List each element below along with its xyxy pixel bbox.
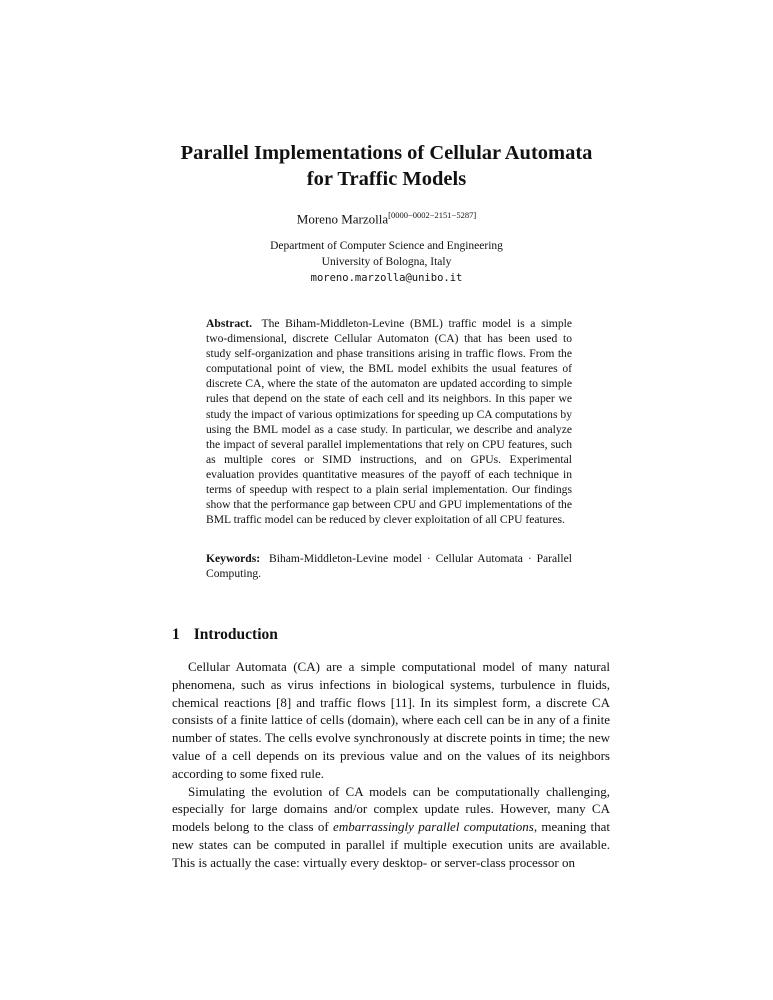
keywords-label: Keywords: (206, 552, 261, 565)
author-orcid: [0000−0002−2151−5287] (388, 210, 477, 220)
paragraph-1: Cellular Automata (CA) are a simple computational model of many natural phenomena, such as virus infections in biological systems, turbulence in fluids, chemical reactions [8] and traffic flows [11]. In its simplest form, a discrete CA consists of a finite lattice of cells (domain), where each cell can be in any of a finite number of states. The cells evolve synchronously at discrete points in time; the new value of a cell depends on its previous value and on the values of its neighbors according to some fixed rule. (172, 659, 610, 781)
body-text (172, 658, 610, 872)
affiliation-university: University of Bologna, Italy (321, 256, 452, 268)
paragraph-2-emphasis: embarrassingly parallel computations (333, 819, 534, 835)
section-number: 1 (172, 626, 180, 643)
abstract-text: The Biham-Middleton-Levine (BML) traffic model is a simple two-dimensional, discrete Cellular Automaton (CA) that has been used to study self-organization and phase transitions arising in traffic flows. From the computational point of view, the BML model exhibits the usual features of discrete CA, where the state of the automaton are updated according to simple rules that depend on the state of each cell and its neighbors. In this paper we study the impact of various optimizations for speeding up CA computations by using the BML model as a case study. In particular, we describe and analyze the impact of several parallel implementations that rely on CPU features, such as multiple cores or SIMD instructions, and on GPUs. Experimental evaluation provides quantitative measures of the payoff of each technique in terms of speedup with respect to a plain serial implementation. Our findings show that the performance gap between CPU and GPU implementations of the BML traffic model can be reduced by clever exploitation of all CPU features. (206, 317, 572, 527)
author-name: Moreno Marzolla (296, 211, 389, 227)
affiliation (0, 238, 773, 286)
title-line-2: for Traffic Models (306, 168, 467, 190)
affiliation-department: Department of Computer Science and Engineering (270, 240, 503, 252)
title-line-1: Parallel Implementations of Cellular Automata (180, 142, 593, 164)
section-title: Introduction (193, 626, 278, 643)
keywords-text: Biham-Middleton-Levine model · Cellular Automata · Parallel Computing. (206, 552, 572, 581)
paragraph-2 (172, 783, 610, 872)
paper-title (0, 140, 773, 192)
paragraph-2-end: , meaning that new states can be computed in parallel if multiple execution units are available. This is actually the case: virtually every desktop- or server-class processor on (172, 819, 611, 870)
abstract-label: Abstract. (206, 317, 253, 330)
author-email: moreno.marzolla@unibo.it (310, 272, 463, 284)
author-line (0, 210, 773, 227)
paragraph-2-start: Simulating the evolution of CA models can be computationally challenging, especially for large domains and/or complex update rules. However, many CA models belong to the class of (172, 783, 610, 835)
keywords (206, 551, 572, 581)
abstract (206, 316, 572, 527)
section-heading (172, 626, 278, 644)
